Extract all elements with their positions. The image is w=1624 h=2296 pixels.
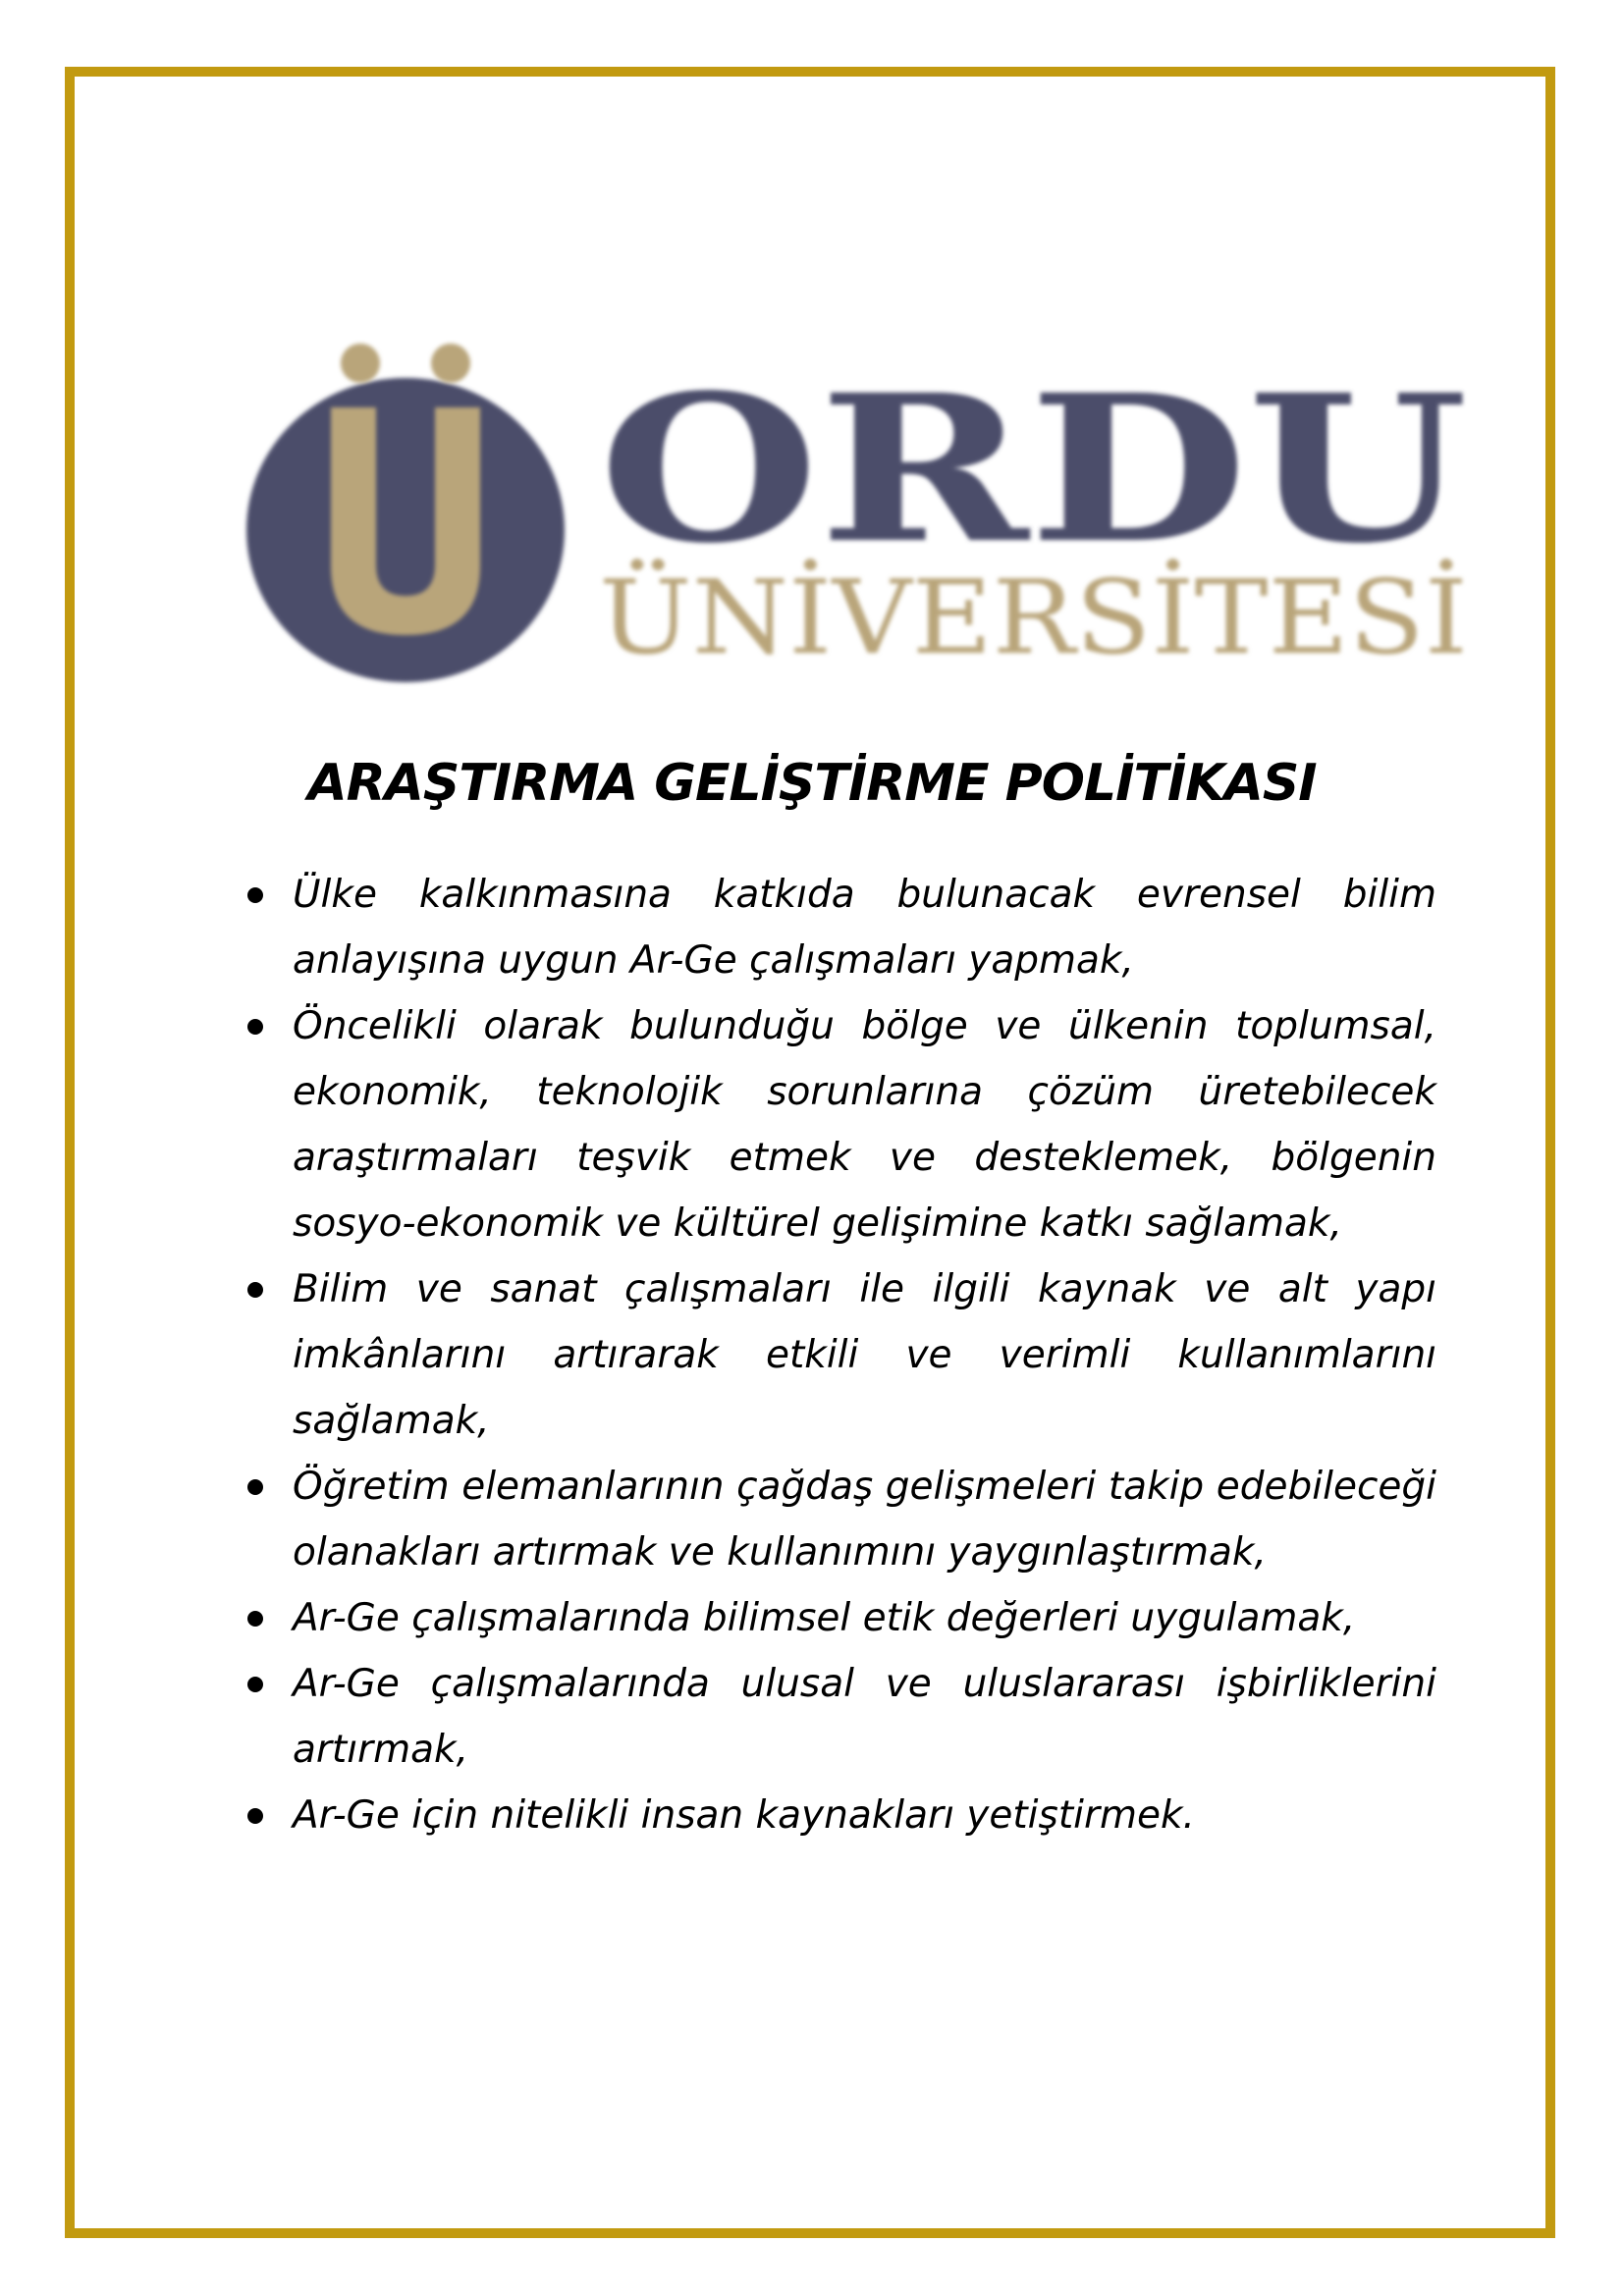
policy-text: Öncelikli olarak bulunduğu bölge ve ülkenin toplumsal, ekonomik, teknolojik sorunlarına çözüm üretebilecek araştırmaları teşvik etmek ve desteklemek, bölgenin sosyo-ekonomik ve kültürel gelişimine katkı sağlamak, <box>293 1004 1436 1246</box>
university-logo <box>221 339 1488 692</box>
logo-text-sub: ÜNİVERSİTESİ <box>599 558 1468 677</box>
bullet-icon <box>247 887 263 903</box>
list-item <box>244 1783 1436 1848</box>
list-item <box>244 1256 1436 1454</box>
logo-text-main: ORDU <box>599 350 1468 588</box>
list-item <box>244 1454 1436 1585</box>
policy-text: Ar-Ge çalışmalarında bilimsel etik değerleri uygulamak, <box>293 1596 1356 1640</box>
bullet-icon <box>247 1019 263 1035</box>
policy-text: Bilim ve sanat çalışmaları ile ilgili kaynak ve alt yapı imkânlarını artırarak etkili ve verimli kullanımlarını sağlamak, <box>293 1267 1436 1443</box>
bullet-icon <box>247 1479 263 1495</box>
list-item <box>244 1585 1436 1651</box>
list-item <box>244 993 1436 1256</box>
list-item <box>244 1651 1436 1783</box>
bullet-icon <box>247 1808 263 1824</box>
bullet-icon <box>247 1677 263 1692</box>
policy-text: Öğretim elemanlarının çağdaş gelişmeleri takip edebileceği olanakları artırmak ve kullanımını yaygınlaştırmak, <box>293 1465 1436 1575</box>
list-item <box>244 862 1436 993</box>
policy-text: Ar-Ge için nitelikli insan kaynakları yetiştirmek. <box>293 1793 1195 1838</box>
policy-list <box>244 862 1436 1848</box>
bullet-icon <box>247 1282 263 1298</box>
bullet-icon <box>247 1611 263 1627</box>
page-title: ARAŞTIRMA GELİŞTİRME POLİTİKASI <box>307 754 1317 813</box>
policy-text: Ülke kalkınmasına katkıda bulunacak evrensel bilim anlayışına uygun Ar-Ge çalışmaları yapmak, <box>293 873 1436 983</box>
policy-text: Ar-Ge çalışmalarında ulusal ve uluslararası işbirliklerini artırmak, <box>293 1662 1436 1772</box>
